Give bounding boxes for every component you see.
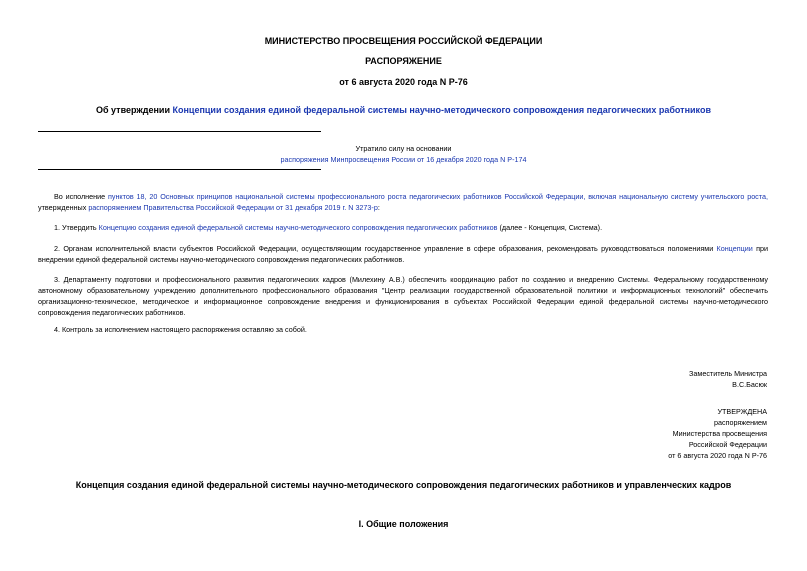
approved-date: от 6 августа 2020 года N Р-76 bbox=[668, 451, 767, 460]
divider-top bbox=[38, 131, 321, 132]
item-2-suffix: при внедрении единой федеральной системы научно-методического сопровождения педагогических работников. bbox=[38, 244, 768, 264]
intro-text-3: : bbox=[377, 203, 380, 212]
item-3: 3. Департаменту подготовки и профессионального развития педагогических кадров (Милехину А.В.) обеспечить координацию работ по созданию и внедрению Системы. Федеральному государственному автономному образовательному учреждению дополнительного профессионального образования "Центр реализации государственной образовательной политики и информационных технологий" обеспечить организационно-техническое, методическое и информационное сопровождение внедрения и функционирования в субъектах Российской Федерации единой федеральной системы научно-методического сопровождения педагогических работников. bbox=[38, 275, 768, 317]
divider-bottom bbox=[38, 169, 321, 170]
document-title bbox=[0, 105, 807, 115]
concept-heading: Концепция создания единой федеральной системы научно-методического сопровождения педагогических работников и управленческих кадров bbox=[75, 480, 732, 490]
title-prefix: Об утверждении bbox=[96, 105, 173, 115]
approved-ministry: Министерства просвещения bbox=[672, 429, 767, 438]
ministry-heading: МИНИСТЕРСТВО ПРОСВЕЩЕНИЯ РОССИЙСКОЙ ФЕДЕРАЦИИ bbox=[264, 36, 543, 46]
intro-paragraph bbox=[38, 191, 768, 213]
item-2-prefix: 2. Органам исполнительной власти субъектов Российской Федерации, осуществляющим государственное управление в сфере образования, рекомендовать руководствоваться положениями bbox=[54, 244, 717, 253]
intro-text: Во исполнение bbox=[54, 192, 108, 201]
document-date-number: от 6 августа 2020 года N Р-76 bbox=[339, 77, 468, 87]
concept-short-link[interactable]: Концепции bbox=[716, 244, 753, 253]
approved-by: распоряжением bbox=[713, 418, 767, 427]
concept-link[interactable]: Концепцию создания единой федеральной системы научно-методического сопровождения педагогических работников bbox=[98, 223, 498, 232]
item-2 bbox=[38, 243, 768, 265]
signature-block bbox=[689, 368, 767, 390]
item-1-suffix: (далее - Концепция, Система). bbox=[497, 223, 603, 232]
approved-country: Российской Федерации bbox=[688, 440, 767, 449]
status-note bbox=[0, 143, 807, 165]
item-4: 4. Контроль за исполнением настоящего распоряжения оставляю за собой. bbox=[54, 325, 307, 334]
intro-text-2: утвержденных bbox=[38, 203, 89, 212]
signature-position: Заместитель Министра bbox=[689, 369, 767, 378]
item-1 bbox=[38, 222, 768, 233]
concept-title-link[interactable]: Концепции создания единой федеральной системы научно-методического сопровождения педагогических работников bbox=[172, 105, 711, 115]
repeal-order-link[interactable]: распоряжения Минпросвещения России от 16 декабря 2020 года N Р-174 bbox=[280, 155, 527, 164]
principles-link[interactable]: пунктов 18, 20 Основных принципов национальной системы профессионального роста педагогических работников Российской Федерации, включая национальную систему учительского роста, bbox=[107, 192, 768, 201]
approval-block bbox=[668, 406, 767, 461]
section-heading: I. Общие положения bbox=[358, 519, 449, 529]
government-order-link[interactable]: распоряжением Правительства Российской Федерации от 31 декабря 2019 г. N 3273-р bbox=[88, 203, 378, 212]
approved-label: УТВЕРЖДЕНА bbox=[717, 407, 767, 416]
signature-name: В.С.Басюк bbox=[732, 380, 767, 389]
document-type: РАСПОРЯЖЕНИЕ bbox=[365, 56, 442, 66]
status-note-label: Утратило силу на основании bbox=[355, 144, 452, 153]
item-1-prefix: 1. Утвердить bbox=[54, 223, 99, 232]
